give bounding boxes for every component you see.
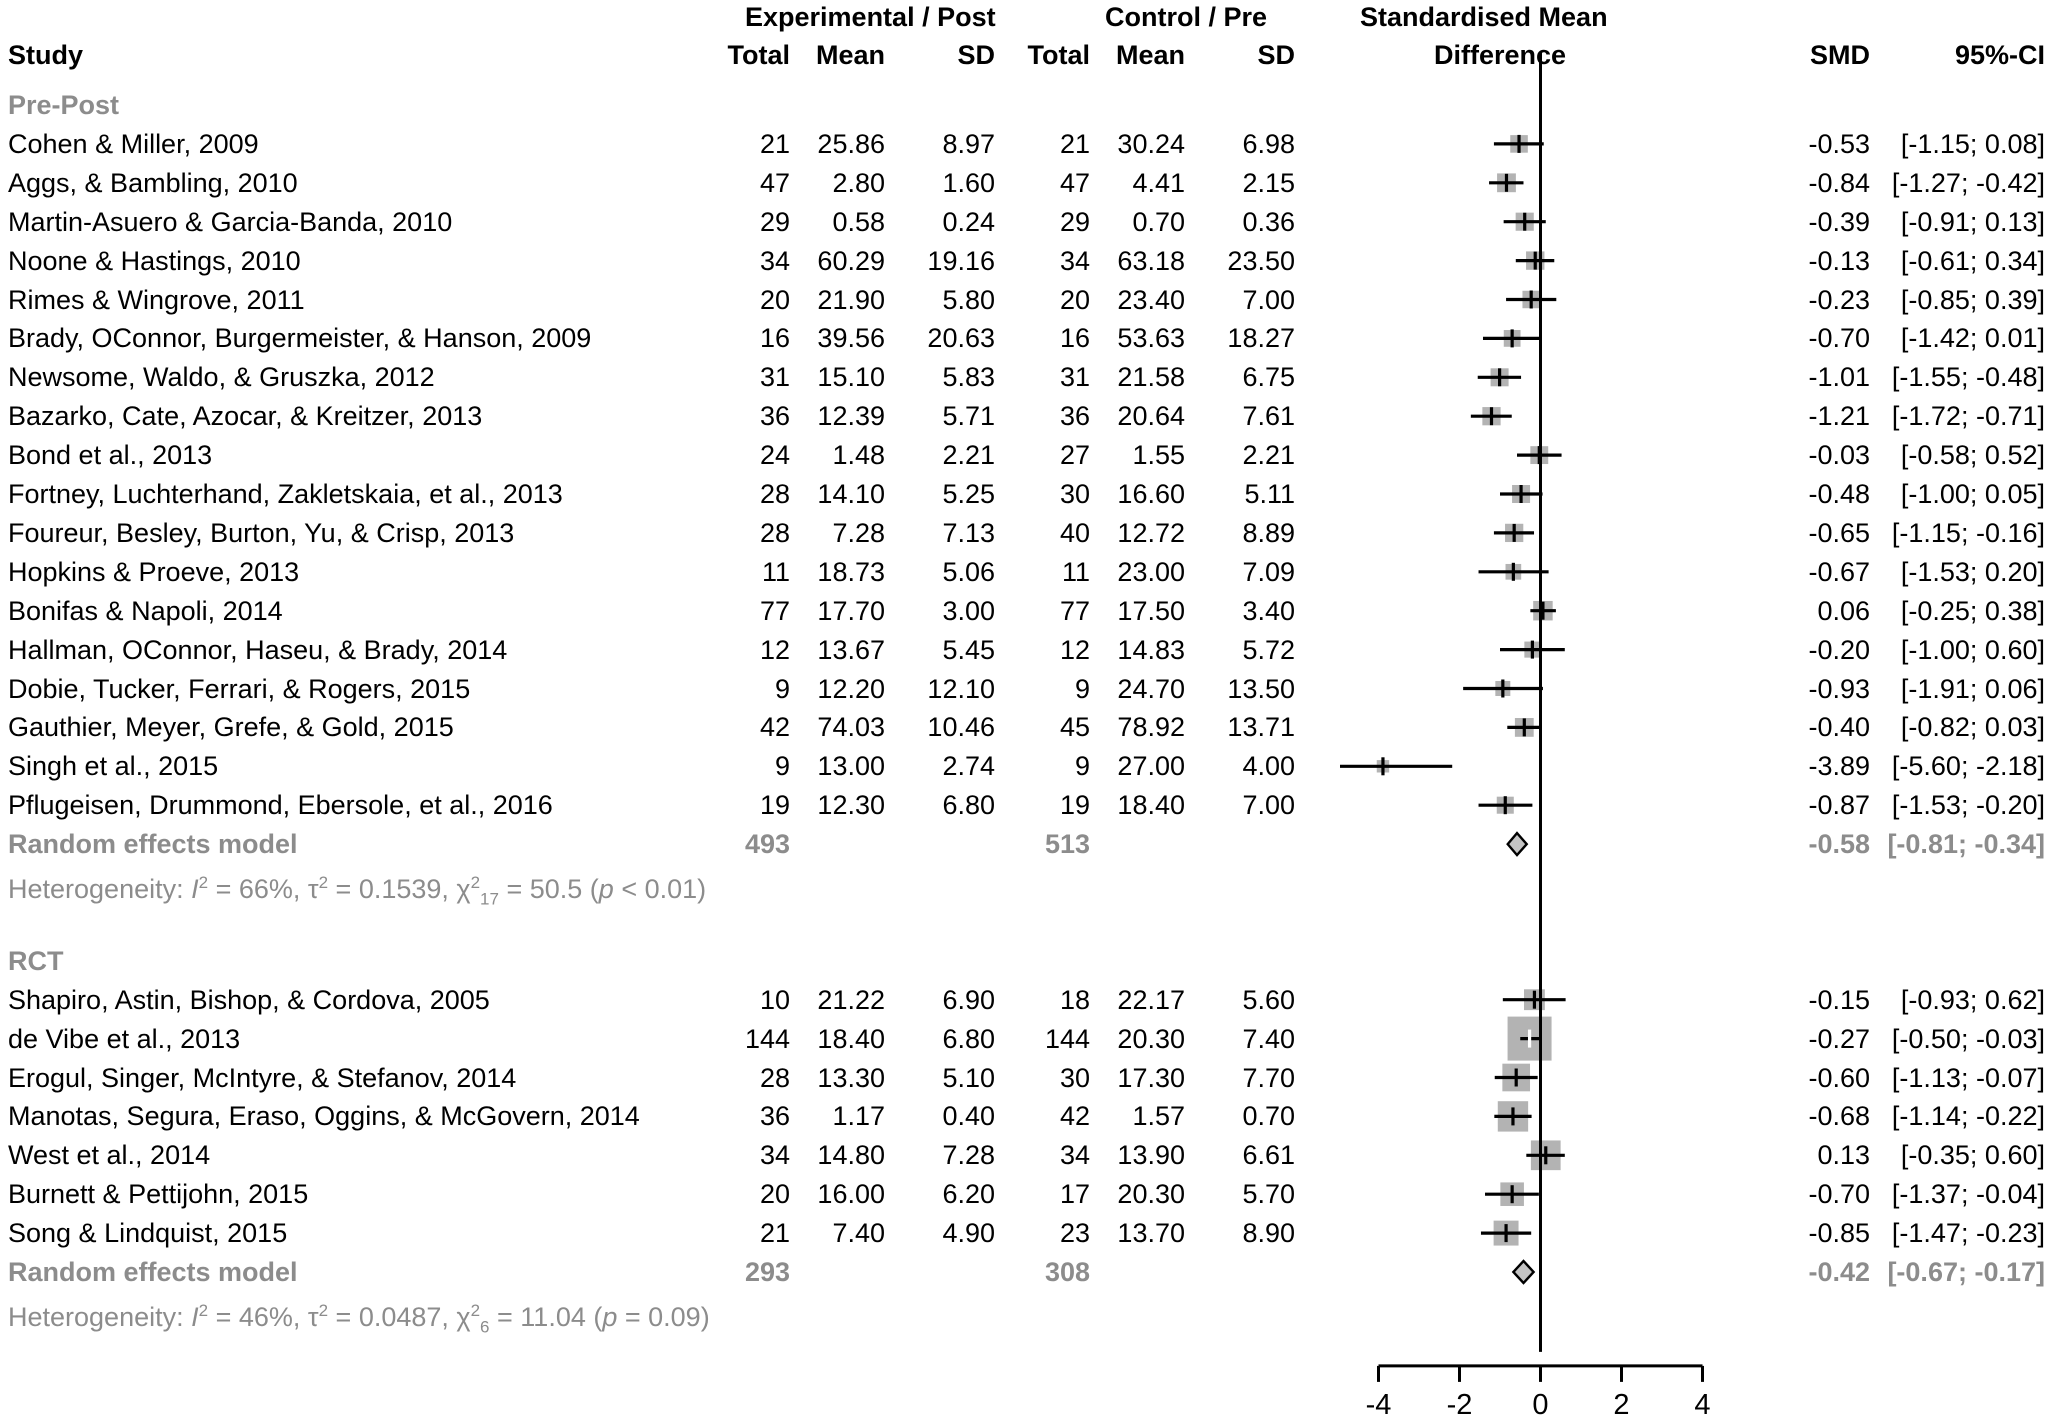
study-name: Cohen & Miller, 2009: [8, 128, 259, 159]
ci-value: [-1.00; 0.60]: [1900, 634, 2045, 665]
control-mean: 30.24: [1117, 128, 1185, 159]
header-mean-control: Mean: [1115, 40, 1185, 70]
ci-value: [-1.14; -0.22]: [1891, 1101, 2045, 1132]
control-mean: 20.64: [1117, 401, 1185, 432]
experimental-mean: 1.17: [832, 1101, 885, 1132]
study-name: Manotas, Segura, Eraso, Oggins, & McGovern, 2014: [8, 1101, 640, 1132]
experimental-total: 21: [759, 1218, 790, 1249]
control-sd: 5.11: [1244, 479, 1295, 509]
ci-value: [-5.60; -2.18]: [1891, 751, 2045, 782]
control-sd: 5.70: [1242, 1179, 1295, 1210]
study-weight-box: [1498, 1101, 1528, 1131]
header-sd-experimental: SD: [957, 40, 995, 70]
control-total: 40: [1059, 517, 1090, 548]
heterogeneity-statistics: Heterogeneity: $I^2 = 46\%$, $\tau^2 = 0.0487$, $\chi^2_6 = 11.04$ (p = 0.09): [8, 1300, 710, 1337]
smd-value: -0.13: [1808, 245, 1870, 276]
x-axis-tick-label: 4: [1694, 1388, 1711, 1421]
summary-diamond: [1513, 1261, 1533, 1283]
control-total: 34: [1059, 1140, 1090, 1171]
header-ci: 95%-CI: [1954, 40, 2045, 70]
header-total-control: Total: [1027, 40, 1090, 70]
experimental-sd: 5.10: [942, 1062, 995, 1093]
smd-value: -3.89: [1808, 751, 1870, 782]
smd-value: -0.03: [1808, 440, 1870, 471]
smd-value: -0.85: [1808, 1218, 1870, 1249]
study-weight-box: [1524, 642, 1540, 658]
control-sd: 7.61: [1242, 401, 1295, 432]
study-weight-box: [1524, 989, 1545, 1010]
study-name: Bond et al., 2013: [8, 440, 213, 471]
study-weight-box: [1531, 1140, 1561, 1170]
smd-value: 0.13: [1817, 1140, 1870, 1171]
study-name: Pflugeisen, Drummond, Ebersole, et al., 2016: [8, 790, 553, 821]
control-sd: 13.50: [1227, 673, 1295, 704]
ci-value: [-1.72; -0.71]: [1891, 401, 2045, 432]
control-total: 45: [1059, 712, 1090, 743]
ci-value: [-0.93; 0.62]: [1900, 984, 2045, 1015]
smd-value: -0.40: [1808, 712, 1870, 743]
experimental-total: 28: [759, 1062, 790, 1093]
control-mean: 1.57: [1132, 1101, 1185, 1132]
control-sd: 7.00: [1242, 790, 1295, 821]
ci-value: [-1.42; 0.01]: [1900, 323, 2045, 354]
experimental-mean: 13.00: [817, 751, 885, 782]
control-sd: 2.15: [1242, 167, 1295, 198]
ci-value: [-1.27; -0.42]: [1891, 167, 2045, 198]
study-weight-box: [1494, 1221, 1519, 1246]
smd-value: 0.06: [1817, 595, 1870, 626]
experimental-sd: 6.80: [942, 790, 995, 821]
experimental-total: 9: [774, 751, 790, 782]
experimental-sd: 5.71: [942, 401, 995, 432]
experimental-mean: 60.29: [817, 245, 885, 276]
study-weight-box: [1377, 760, 1389, 772]
control-mean: 18.40: [1117, 790, 1185, 821]
control-sd: 7.00: [1242, 284, 1295, 315]
control-sd: 23.50: [1227, 245, 1295, 276]
experimental-mean: 21.90: [817, 284, 885, 315]
control-total: 20: [1059, 284, 1090, 315]
ci-value: [-0.61; 0.34]: [1900, 245, 2045, 276]
control-total: 9: [1074, 751, 1090, 782]
study-weight-box: [1515, 718, 1534, 737]
control-sd: 0.70: [1242, 1101, 1295, 1132]
experimental-mean: 17.70: [817, 595, 885, 626]
control-mean: 17.30: [1117, 1062, 1185, 1093]
study-name: Song & Lindquist, 2015: [8, 1218, 288, 1249]
study-weight-box: [1491, 368, 1509, 386]
experimental-mean: 16.00: [817, 1179, 885, 1210]
control-mean: 20.30: [1117, 1179, 1185, 1210]
control-sd: 5.60: [1242, 984, 1295, 1015]
experimental-total: 20: [759, 1179, 790, 1210]
control-total: 29: [1059, 206, 1090, 237]
ci-value: [-0.85; 0.39]: [1900, 284, 2045, 315]
ci-value: [-1.13; -0.07]: [1891, 1062, 2045, 1093]
study-weight-box: [1530, 446, 1548, 464]
experimental-mean: 21.22: [817, 984, 885, 1015]
ci-value: [-1.00; 0.05]: [1900, 479, 2045, 509]
experimental-sd: 12.10: [927, 673, 995, 704]
study-weight-box: [1502, 1064, 1530, 1092]
control-sd: 6.61: [1242, 1140, 1295, 1171]
experimental-total: 28: [759, 517, 790, 548]
control-total: 17: [1059, 1179, 1090, 1210]
smd-value: -1.01: [1808, 362, 1870, 393]
experimental-mean: 12.20: [817, 673, 885, 704]
smd-value: -0.39: [1808, 206, 1870, 237]
ci-value: [-1.91; 0.06]: [1900, 673, 2045, 704]
study-name: Hopkins & Proeve, 2013: [8, 556, 300, 587]
summary-experimental-total: 293: [744, 1257, 790, 1287]
x-axis-tick-label: -2: [1446, 1388, 1473, 1421]
smd-value: -0.15: [1808, 984, 1870, 1015]
control-total: 30: [1059, 479, 1090, 509]
experimental-total: 29: [759, 206, 790, 237]
control-total: 23: [1059, 1218, 1090, 1249]
experimental-sd: 7.13: [942, 517, 995, 548]
study-weight-box: [1495, 681, 1510, 696]
ci-value: [-0.58; 0.52]: [1900, 440, 2045, 471]
smd-value: -0.67: [1808, 556, 1870, 587]
experimental-sd: 1.60: [942, 167, 995, 198]
experimental-total: 36: [759, 1101, 790, 1132]
control-total: 12: [1059, 634, 1090, 665]
control-total: 19: [1059, 790, 1090, 821]
control-mean: 53.63: [1117, 323, 1185, 354]
control-total: 11: [1061, 556, 1090, 587]
experimental-total: 77: [759, 595, 790, 626]
study-weight-box: [1497, 797, 1514, 814]
control-sd: 3.40: [1242, 595, 1295, 626]
header-mean-experimental: Mean: [815, 40, 885, 70]
experimental-sd: 0.40: [942, 1101, 995, 1132]
ci-value: [-0.25; 0.38]: [1900, 595, 2045, 626]
header-sd-control: SD: [1257, 40, 1295, 70]
control-total: 77: [1059, 595, 1090, 626]
study-weight-box: [1533, 601, 1552, 620]
control-sd: 6.98: [1242, 128, 1295, 159]
summary-ci-value: [-0.81; -0.34]: [1887, 829, 2045, 860]
study-name: Gauthier, Meyer, Grefe, & Gold, 2015: [8, 712, 454, 743]
smd-value: -0.87: [1808, 790, 1870, 821]
control-sd: 7.40: [1242, 1023, 1295, 1054]
header-study: Study: [8, 40, 84, 70]
ci-value: [-0.91; 0.13]: [1900, 206, 2045, 237]
control-mean: 13.90: [1117, 1140, 1185, 1171]
experimental-sd: 4.90: [942, 1218, 995, 1249]
control-mean: 24.70: [1117, 673, 1185, 704]
summary-ci-value: [-0.67; -0.17]: [1887, 1257, 2045, 1287]
study-weight-box: [1505, 524, 1523, 542]
experimental-total: 31: [759, 362, 790, 393]
heterogeneity-statistics: Heterogeneity: $I^2 = 66\%$, $\tau^2 = 0.1539$, $\chi^2_{17} = 50.5$ (p < 0.01): [8, 873, 707, 909]
ci-value: [-1.55; -0.48]: [1891, 362, 2045, 393]
experimental-mean: 14.10: [817, 479, 885, 509]
experimental-mean: 15.10: [817, 362, 885, 393]
summary-control-total: 513: [1044, 829, 1090, 860]
x-axis-tick-label: 0: [1532, 1388, 1549, 1421]
experimental-sd: 5.80: [942, 284, 995, 315]
control-total: 16: [1059, 323, 1090, 354]
experimental-sd: 8.97: [942, 128, 995, 159]
smd-value: -0.68: [1808, 1101, 1870, 1132]
study-name: Fortney, Luchterhand, Zakletskaia, et al., 2013: [8, 479, 563, 509]
experimental-sd: 7.28: [942, 1140, 995, 1171]
control-total: 47: [1059, 167, 1090, 198]
control-total: 144: [1044, 1023, 1090, 1054]
ci-value: [-1.37; -0.04]: [1891, 1179, 2045, 1210]
control-mean: 17.50: [1117, 595, 1185, 626]
experimental-sd: 2.21: [942, 440, 995, 471]
summary-diamond: [1508, 833, 1527, 855]
study-weight-box: [1526, 251, 1544, 269]
control-total: 36: [1059, 401, 1090, 432]
study-name: West et al., 2014: [8, 1140, 211, 1171]
ci-value: [-1.15; 0.08]: [1900, 128, 2045, 159]
smd-value: -0.60: [1808, 1062, 1870, 1093]
control-sd: 5.72: [1242, 634, 1295, 665]
control-mean: 14.83: [1117, 634, 1185, 665]
control-mean: 23.40: [1117, 284, 1185, 315]
experimental-sd: 5.83: [942, 362, 995, 393]
experimental-sd: 5.06: [942, 556, 995, 587]
ci-value: [-1.53; 0.20]: [1900, 556, 2045, 587]
control-sd: 7.70: [1242, 1062, 1295, 1093]
control-sd: 2.21: [1242, 440, 1295, 471]
experimental-mean: 18.40: [817, 1023, 885, 1054]
experimental-total: 34: [759, 1140, 790, 1171]
experimental-total: 11: [761, 556, 790, 587]
experimental-sd: 10.46: [927, 712, 995, 743]
study-name: Rimes & Wingrove, 2011: [8, 284, 305, 315]
control-sd: 6.75: [1242, 362, 1295, 393]
experimental-sd: 20.63: [927, 323, 995, 354]
experimental-mean: 1.48: [832, 440, 885, 471]
study-weight-box: [1504, 330, 1521, 347]
smd-value: -0.27: [1808, 1023, 1870, 1054]
experimental-sd: 3.00: [942, 595, 995, 626]
experimental-mean: 0.58: [832, 206, 885, 237]
experimental-total: 34: [759, 245, 790, 276]
subgroup-heading-rct: RCT: [8, 945, 64, 976]
smd-value: -0.65: [1808, 517, 1870, 548]
experimental-sd: 2.74: [942, 751, 995, 782]
control-total: 18: [1059, 984, 1090, 1015]
control-sd: 0.36: [1242, 206, 1295, 237]
control-sd: 7.09: [1242, 556, 1295, 587]
control-total: 34: [1059, 245, 1090, 276]
control-mean: 0.70: [1132, 206, 1185, 237]
study-name: Hallman, OConnor, Haseu, & Brady, 2014: [8, 634, 508, 665]
experimental-mean: 13.67: [817, 634, 885, 665]
experimental-mean: 7.40: [832, 1218, 885, 1249]
experimental-sd: 6.80: [942, 1023, 995, 1054]
experimental-mean: 25.86: [817, 128, 885, 159]
experimental-total: 24: [759, 440, 790, 471]
smd-value: -1.21: [1808, 401, 1870, 432]
experimental-sd: 5.25: [942, 479, 995, 509]
control-mean: 22.17: [1117, 984, 1185, 1015]
experimental-total: 36: [759, 401, 790, 432]
study-weight-box: [1482, 407, 1500, 425]
control-mean: 1.55: [1132, 440, 1185, 471]
ci-value: [-1.53; -0.20]: [1891, 790, 2045, 821]
study-name: Foureur, Besley, Burton, Yu, & Crisp, 2013: [8, 517, 515, 548]
study-weight-box: [1512, 485, 1530, 503]
study-name: Erogul, Singer, McIntyre, & Stefanov, 2014: [8, 1062, 517, 1093]
experimental-mean: 18.73: [817, 556, 885, 587]
experimental-total: 144: [744, 1023, 790, 1054]
header-smd: SMD: [1810, 40, 1870, 70]
study-name: Singh et al., 2015: [8, 751, 219, 782]
experimental-mean: 13.30: [817, 1062, 885, 1093]
ci-value: [-1.15; -0.16]: [1891, 517, 2045, 548]
x-axis-tick-label: -4: [1365, 1388, 1392, 1421]
control-sd: 8.90: [1242, 1218, 1295, 1249]
study-name: Shapiro, Astin, Bishop, & Cordova, 2005: [8, 984, 490, 1015]
control-total: 30: [1059, 1062, 1090, 1093]
experimental-sd: 5.45: [942, 634, 995, 665]
header-control-group: Control / Pre: [1105, 2, 1268, 32]
smd-value: -0.53: [1808, 128, 1870, 159]
smd-value: -0.70: [1808, 323, 1870, 354]
experimental-mean: 39.56: [817, 323, 885, 354]
study-weight-box: [1510, 135, 1528, 153]
study-weight-box: [1508, 1017, 1552, 1061]
study-weight-box: [1497, 173, 1516, 192]
study-name: Bonifas & Napoli, 2014: [8, 595, 283, 626]
control-mean: 12.72: [1117, 517, 1185, 548]
control-mean: 63.18: [1117, 245, 1185, 276]
control-mean: 4.41: [1132, 167, 1185, 198]
summary-control-total: 308: [1044, 1257, 1090, 1287]
control-total: 42: [1059, 1101, 1090, 1132]
experimental-sd: 0.24: [942, 206, 995, 237]
control-total: 21: [1059, 128, 1090, 159]
ci-value: [-0.50; -0.03]: [1891, 1023, 2045, 1054]
header-plot-title-line2: Difference: [1433, 40, 1567, 70]
smd-value: -0.23: [1808, 284, 1870, 315]
experimental-total: 19: [759, 790, 790, 821]
experimental-total: 47: [759, 167, 790, 198]
experimental-mean: 7.28: [832, 517, 885, 548]
experimental-total: 20: [759, 284, 790, 315]
ci-value: [-1.47; -0.23]: [1891, 1218, 2045, 1249]
control-sd: 8.89: [1242, 517, 1295, 548]
study-name: Newsome, Waldo, & Gruszka, 2012: [8, 362, 435, 393]
experimental-mean: 12.30: [817, 790, 885, 821]
experimental-total: 10: [759, 984, 790, 1015]
experimental-mean: 74.03: [817, 712, 885, 743]
ci-value: [-0.35; 0.60]: [1900, 1140, 2045, 1171]
experimental-sd: 6.90: [942, 984, 995, 1015]
header-experimental-group: Experimental / Post: [745, 2, 996, 32]
experimental-total: 42: [759, 712, 790, 743]
control-mean: 20.30: [1117, 1023, 1185, 1054]
study-name: Noone & Hastings, 2010: [8, 245, 301, 276]
experimental-total: 9: [774, 673, 790, 704]
experimental-mean: 2.80: [832, 167, 885, 198]
study-name: Aggs, & Bambling, 2010: [8, 167, 298, 198]
study-name: de Vibe et al., 2013: [8, 1023, 241, 1054]
study-weight-box: [1516, 213, 1534, 231]
experimental-total: 21: [759, 128, 790, 159]
smd-value: -0.84: [1808, 167, 1870, 198]
control-mean: 23.00: [1117, 556, 1185, 587]
experimental-sd: 19.16: [927, 245, 995, 276]
smd-value: -0.93: [1808, 673, 1870, 704]
study-name: Dobie, Tucker, Ferrari, & Rogers, 2015: [8, 673, 471, 704]
study-name: Bazarko, Cate, Azocar, & Kreitzer, 2013: [8, 401, 483, 432]
study-weight-box: [1500, 1182, 1524, 1206]
control-mean: 78.92: [1117, 712, 1185, 743]
summary-smd-value: -0.42: [1808, 1257, 1870, 1287]
header-total-experimental: Total: [727, 40, 790, 70]
random-effects-model-label: Random effects model: [8, 1257, 298, 1287]
control-total: 31: [1059, 362, 1090, 393]
experimental-total: 16: [759, 323, 790, 354]
control-mean: 13.70: [1117, 1218, 1185, 1249]
header-plot-title-line1: Standardised Mean: [1360, 2, 1608, 32]
experimental-sd: 6.20: [942, 1179, 995, 1210]
smd-value: -0.48: [1808, 479, 1870, 509]
smd-value: -0.70: [1808, 1179, 1870, 1210]
study-name: Brady, OConnor, Burgermeister, & Hanson, 2009: [8, 323, 592, 354]
control-total: 27: [1059, 440, 1090, 471]
control-total: 9: [1074, 673, 1090, 704]
experimental-mean: 14.80: [817, 1140, 885, 1171]
control-mean: 16.60: [1117, 479, 1185, 509]
study-name: Martin-Asuero & Garcia-Banda, 2010: [8, 206, 453, 237]
x-axis-tick-label: 2: [1613, 1388, 1630, 1421]
control-mean: 21.58: [1117, 362, 1185, 393]
ci-value: [-0.82; 0.03]: [1900, 712, 2045, 743]
control-sd: 4.00: [1242, 751, 1295, 782]
summary-experimental-total: 493: [744, 829, 790, 860]
random-effects-model-label: Random effects model: [8, 829, 298, 860]
experimental-mean: 12.39: [817, 401, 885, 432]
control-mean: 27.00: [1117, 751, 1185, 782]
experimental-total: 28: [759, 479, 790, 509]
subgroup-heading-pre-post: Pre-Post: [8, 90, 120, 120]
control-sd: 18.27: [1227, 323, 1295, 354]
control-sd: 13.71: [1227, 712, 1295, 743]
study-name: Burnett & Pettijohn, 2015: [8, 1179, 309, 1210]
experimental-total: 12: [759, 634, 790, 665]
summary-smd-value: -0.58: [1808, 829, 1870, 860]
study-weight-box: [1522, 291, 1539, 308]
smd-value: -0.20: [1808, 634, 1870, 665]
study-weight-box: [1506, 564, 1522, 580]
